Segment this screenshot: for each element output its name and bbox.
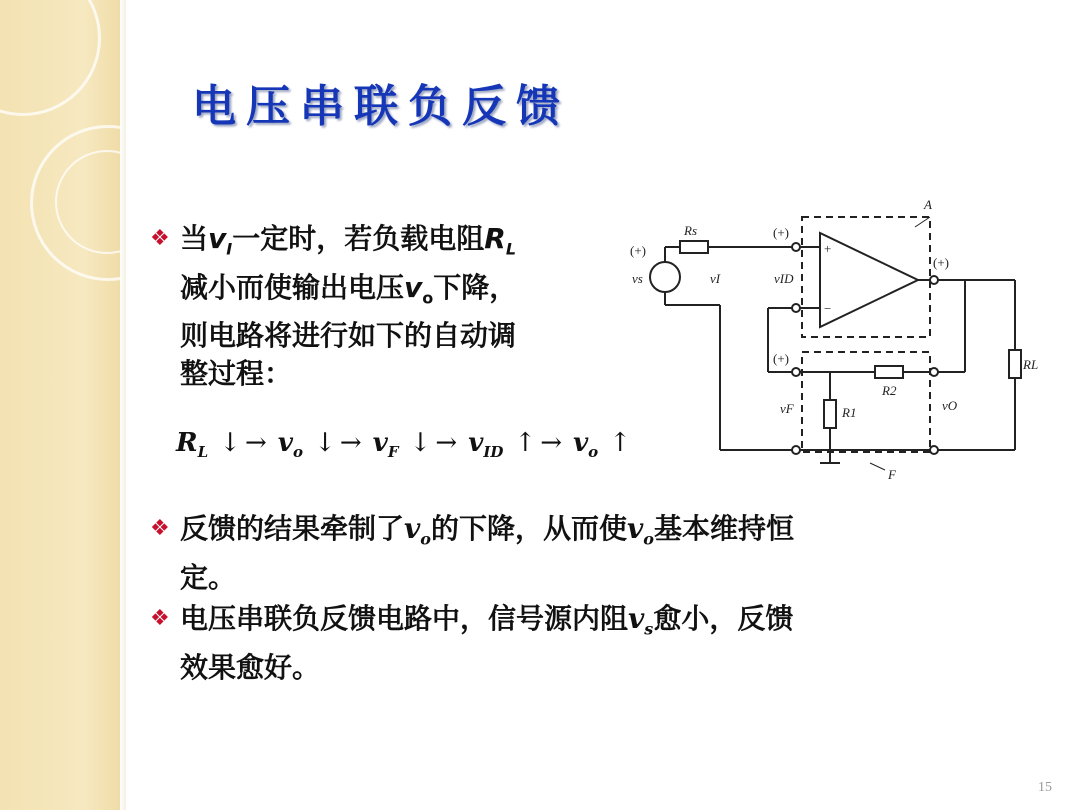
r1-resistor	[824, 400, 836, 428]
formula-sub: o	[292, 443, 303, 462]
label-plus-source: (+)	[630, 243, 646, 258]
text: 反馈的结果牵制了	[180, 512, 405, 545]
formula-sub: F	[387, 443, 399, 462]
formula-sub: ID	[483, 443, 504, 462]
bullet-1-line-4: 整过程：	[180, 357, 293, 391]
decorative-sidebar	[0, 0, 120, 810]
bullet-3-line-1	[180, 600, 980, 649]
label-r2: R2	[882, 383, 897, 398]
adjustment-formula	[176, 428, 633, 461]
right-arrow-icon: →	[540, 428, 562, 458]
down-arrow-icon: ↓	[314, 428, 336, 458]
var-sub: L	[505, 239, 517, 259]
bullet-2-line-2: 定。	[180, 560, 237, 594]
diamond-bullet-icon: ❖	[150, 226, 170, 251]
label-a: A	[924, 197, 932, 212]
var-sub: I	[226, 239, 233, 259]
bullet-3-line-2: 效果愈好。	[180, 650, 321, 684]
bullet-3	[150, 600, 980, 687]
bullet-1-line-2	[180, 269, 625, 318]
formula-sub: o	[588, 443, 599, 462]
decorative-ring	[0, 0, 101, 116]
circuit-diagram	[630, 195, 1050, 485]
sidebar-edge	[120, 0, 126, 810]
var-v: v	[404, 270, 423, 304]
label-vo: vO	[942, 398, 958, 413]
text: 一定时，若负载电阻	[232, 222, 485, 255]
rs-resistor	[680, 241, 708, 253]
diamond-bullet-icon: ❖	[150, 606, 170, 631]
label-plus-output: (+)	[933, 255, 949, 270]
var-sub: s	[644, 619, 654, 639]
label-vf: vF	[780, 401, 794, 416]
formula-term: v	[277, 428, 293, 458]
var-r: R	[484, 222, 506, 255]
label-rs: Rs	[684, 223, 697, 238]
bullet-1-line-1	[180, 220, 625, 269]
bullet-1-line-3: 则电路将进行如下的自动调	[180, 319, 517, 353]
decorative-ring	[55, 150, 159, 254]
formula-term: R	[176, 428, 198, 458]
label-vid: vID	[774, 271, 794, 286]
down-arrow-icon: ↓	[219, 428, 242, 458]
var-v: v	[404, 512, 421, 545]
right-arrow-icon: →	[435, 428, 458, 458]
r2-resistor	[875, 366, 903, 378]
slide-title: 电压串联负反馈	[192, 81, 570, 132]
text: 愈小，反馈	[653, 602, 794, 635]
label-f: F	[888, 467, 896, 482]
label-r1: R1	[842, 405, 857, 420]
bullet-1	[150, 220, 625, 393]
var-sub: o	[643, 529, 654, 549]
label-op-plus: +	[824, 241, 832, 256]
up-arrow-icon: ↑	[514, 428, 537, 458]
text: 的下降，从而使	[430, 512, 627, 545]
rl-resistor	[1009, 350, 1021, 378]
right-arrow-icon: →	[339, 428, 362, 458]
formula-term: v	[573, 428, 589, 458]
text: 基本维持恒	[653, 512, 794, 545]
op-amp-triangle	[820, 233, 918, 327]
label-plus-input: (+)	[773, 225, 789, 240]
formula-sub: L	[197, 443, 209, 462]
up-arrow-icon: ↑	[609, 428, 632, 458]
var-sub: o	[422, 288, 434, 308]
diamond-bullet-icon: ❖	[150, 516, 170, 541]
formula-term: v	[468, 428, 484, 458]
var-v: v	[208, 222, 227, 255]
var-v: v	[626, 512, 644, 545]
bullet-2	[150, 510, 980, 597]
text: 下降，	[433, 270, 518, 304]
text: 电压串联负反馈电路中，信号源内阻	[180, 602, 629, 635]
label-plus-feedback: (+)	[773, 351, 789, 366]
page-number: 15	[1038, 780, 1052, 795]
voltage-source	[650, 262, 680, 292]
var-v: v	[628, 602, 645, 635]
right-arrow-icon: →	[245, 428, 267, 458]
label-op-minus: −	[824, 301, 832, 316]
feedback-box	[802, 352, 930, 452]
text: 当	[180, 222, 209, 255]
label-vs: vs	[632, 271, 643, 286]
label-rl: RL	[1023, 357, 1039, 372]
text: 减小而使输出电压	[180, 270, 405, 304]
var-sub: o	[420, 529, 431, 549]
down-arrow-icon: ↓	[409, 428, 432, 458]
label-vi: vI	[710, 271, 721, 286]
bullet-2-line-1	[180, 510, 980, 559]
formula-term: v	[372, 428, 388, 458]
